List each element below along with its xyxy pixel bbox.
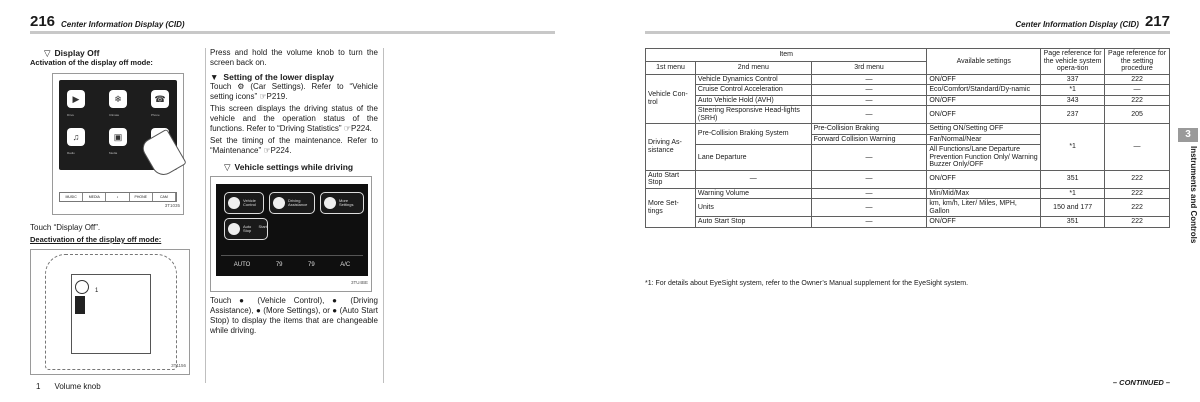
first-menu-cell: More Set-tings: [646, 188, 696, 227]
climate-value: AUTO: [233, 262, 251, 268]
figure-code: 3T1156: [171, 363, 186, 368]
header-item: Item: [646, 49, 927, 62]
touch-display-off-text: Touch “Display Off”.: [30, 223, 101, 232]
ref-vehicle-cell: *1: [1041, 188, 1105, 199]
car-icon: [273, 197, 285, 209]
second-menu-cell: Pre-Collision Braking System: [695, 124, 811, 145]
header-available: Available settings: [927, 49, 1041, 75]
table-row: [646, 124, 1170, 135]
third-menu-cell: —: [811, 217, 927, 228]
available-cell: Far/Normal/Near: [927, 134, 1041, 145]
table-row: [646, 74, 1170, 85]
radio-tile-icon: ♫: [67, 128, 85, 146]
climate-value: 79: [275, 262, 283, 268]
ref-vehicle-cell: 337: [1041, 74, 1105, 85]
dashboard-figure: [30, 249, 190, 375]
table-row: [646, 85, 1170, 96]
table-row: [646, 217, 1170, 228]
first-menu-cell: Auto Start Stop: [646, 170, 696, 188]
bottom-button: CAM: [153, 193, 176, 201]
bottom-button: MUSIC: [60, 193, 83, 201]
climate-tile-icon: ❄: [109, 90, 127, 108]
continued-label: – CONTINUED –: [1112, 378, 1170, 387]
vehicle-control-tile: Vehicle Control: [224, 192, 264, 214]
third-menu-cell: —: [811, 85, 927, 96]
left-page-number: 216: [30, 13, 56, 30]
available-cell: ON/OFF: [927, 74, 1041, 85]
second-menu-cell: Cruise Control Acceleration: [695, 85, 811, 96]
right-column: [210, 48, 378, 338]
ref-vehicle-cell: 351: [1041, 170, 1105, 188]
available-cell: Setting ON/Setting OFF: [927, 124, 1041, 135]
while-driving-touch-text: Touch ● (Vehicle Control), ● (Driving Assistance), ● (More Settings), or ● (Auto Start Stop) to display the items that are changeable while driving.: [210, 296, 378, 335]
cid-screen: [216, 184, 368, 276]
arrow-icon: [75, 296, 85, 314]
available-cell: ON/OFF: [927, 95, 1041, 106]
chapter-tab-title: Instruments and Controls: [1189, 146, 1198, 244]
press-hold-text: Press and hold the volume knob to turn the screen back on.: [210, 48, 378, 67]
callout-number: 1: [95, 288, 99, 294]
first-menu-cell: Driving As-sistance: [646, 124, 696, 171]
third-menu-cell: —: [811, 145, 927, 171]
ref-setting-cell: 222: [1105, 95, 1170, 106]
climate-value: 79: [308, 262, 315, 268]
lower-display-p1: Touch ⚙ (Car Settings). Refer to “Vehicle setting icons” ☞P219.: [210, 82, 378, 101]
ref-vehicle-cell: 150 and 177: [1041, 199, 1105, 217]
ref-setting-cell: 222: [1105, 188, 1170, 199]
triangle-down-icon: ▼: [210, 72, 219, 82]
bottom-button: PHONE: [130, 193, 153, 201]
second-menu-cell: Steering Responsive Head-lights (SRH): [695, 106, 811, 124]
second-menu-cell: Warning Volume: [695, 188, 811, 199]
header-page-ref-setting: Page reference for the setting procedure: [1105, 49, 1170, 75]
lower-display-heading: ▼ Setting of the lower display: [210, 72, 334, 82]
second-menu-cell: Auto Vehicle Hold (AVH): [695, 95, 811, 106]
first-menu-cell: Vehicle Con-trol: [646, 74, 696, 124]
display-off-heading: ▽ Display Off: [44, 48, 100, 58]
screen-label: Phone: [151, 113, 160, 117]
column-divider: [383, 48, 384, 383]
climate-value: A/C: [340, 262, 351, 268]
driving-assistance-tile: Driving Assistance: [269, 192, 315, 214]
display-off-figure: [52, 73, 184, 215]
settings-icon: [324, 197, 336, 209]
ref-vehicle-cell: 351: [1041, 217, 1105, 228]
ref-vehicle-cell: *1: [1041, 124, 1105, 171]
figure-code: 3TU4BE: [350, 280, 368, 285]
second-menu-cell: Vehicle Dynamics Control: [695, 74, 811, 85]
ref-vehicle-cell: 237: [1041, 106, 1105, 124]
header-2nd-menu: 2nd menu: [695, 61, 811, 74]
available-cell: All Functions/Lane Departure Prevention Function Only/ Warning Buzzer Only/OFF: [927, 145, 1041, 171]
climate-status-bar: [221, 255, 363, 274]
ref-setting-cell: 222: [1105, 217, 1170, 228]
header-page-ref-vehicle: Page reference for the vehicle system opera-tion: [1041, 49, 1105, 75]
lower-display-p2: This screen displays the driving status of the vehicle and the operation status of the functions. Refer to “Driving Statistics” ☞P224.: [210, 104, 378, 133]
table-row: [646, 106, 1170, 124]
third-menu-cell: Pre-Collision Braking: [811, 124, 927, 135]
ref-vehicle-cell: 343: [1041, 95, 1105, 106]
available-cell: Eco/Comfort/Standard/Dy-namic: [927, 85, 1041, 96]
ref-setting-cell: 222: [1105, 199, 1170, 217]
third-menu-cell: —: [811, 170, 927, 188]
header-1st-menu: 1st menu: [646, 61, 696, 74]
chapter-tab-number: 3: [1178, 128, 1198, 142]
more-settings-tile: More Settings: [320, 192, 364, 214]
drive-tile-icon: ▶: [67, 90, 85, 108]
right-running-title: Center Information Display (CID): [1015, 20, 1139, 29]
outline-triangle-icon: ▽: [224, 162, 231, 172]
left-page-header: [30, 13, 555, 34]
third-menu-cell: Forward Collision Warning: [811, 134, 927, 145]
available-cell: ON/OFF: [927, 217, 1041, 228]
ref-setting-cell: 222: [1105, 170, 1170, 188]
bottom-button: MEDIA: [83, 193, 106, 201]
table-row: [646, 95, 1170, 106]
second-menu-cell: Units: [695, 199, 811, 217]
outline-triangle-icon: ▽: [44, 48, 51, 58]
activation-label: Activation of the display off mode:: [30, 58, 153, 67]
ref-setting-cell: —: [1105, 85, 1170, 96]
second-menu-cell: Lane Departure: [695, 145, 811, 171]
left-column: [30, 48, 200, 392]
ref-vehicle-cell: *1: [1041, 85, 1105, 96]
right-page-number: 217: [1144, 13, 1170, 30]
ref-setting-cell: 205: [1105, 106, 1170, 124]
table-row: [646, 188, 1170, 199]
footnote: *1: For details about EyeSight system, refer to the Owner’s Manual supplement for the EyeSight system.: [645, 280, 969, 287]
right-page: [600, 0, 1200, 402]
screen-label: Media: [109, 151, 118, 155]
left-running-title: Center Information Display (CID): [61, 20, 185, 29]
third-menu-cell: —: [811, 95, 927, 106]
right-page-header: [645, 13, 1170, 34]
deactivation-label: Deactivation of the display off mode:: [30, 235, 162, 244]
screen-label: Drive: [67, 113, 75, 117]
engine-icon: [228, 223, 240, 235]
available-cell: ON/OFF: [927, 106, 1041, 124]
screen-label: Climate: [109, 113, 120, 117]
while-driving-heading: ▽ Vehicle settings while driving: [224, 162, 354, 172]
available-cell: ON/OFF: [927, 170, 1041, 188]
figure-code: 3T1035: [164, 203, 180, 208]
while-driving-figure: [210, 176, 372, 292]
lower-display-p3: Set the timing of the maintenance. Refer to “Maintenance” ☞P224.: [210, 136, 378, 155]
bottom-button: ♪: [106, 193, 129, 201]
second-menu-cell: Auto Start Stop: [695, 217, 811, 228]
settings-table: [645, 48, 1170, 228]
third-menu-cell: —: [811, 188, 927, 199]
figure-caption: [30, 382, 200, 392]
table-row: [646, 170, 1170, 188]
volume-knob-icon: [75, 280, 89, 294]
second-menu-cell: —: [695, 170, 811, 188]
available-cell: Min/Mid/Max: [927, 188, 1041, 199]
cid-bottom-bar: [59, 192, 177, 202]
header-3rd-menu: 3rd menu: [811, 61, 927, 74]
ref-setting-cell: —: [1105, 124, 1170, 171]
available-cell: km, km/h, Liter/ Miles, MPH, Gallon: [927, 199, 1041, 217]
caption-text: Volume knob: [54, 382, 101, 391]
media-tile-icon: ▣: [109, 128, 127, 146]
phone-tile-icon: ☎: [151, 90, 169, 108]
third-menu-cell: —: [811, 106, 927, 124]
screen-label: Radio: [67, 151, 75, 155]
table-header-row: [646, 49, 1170, 62]
column-divider: [205, 48, 206, 383]
car-icon: [228, 197, 240, 209]
auto-start-stop-tile: Auto Start Stop: [224, 218, 268, 240]
third-menu-cell: —: [811, 199, 927, 217]
caption-number: 1: [36, 382, 41, 391]
table-row: [646, 199, 1170, 217]
ref-setting-cell: 222: [1105, 74, 1170, 85]
third-menu-cell: —: [811, 74, 927, 85]
